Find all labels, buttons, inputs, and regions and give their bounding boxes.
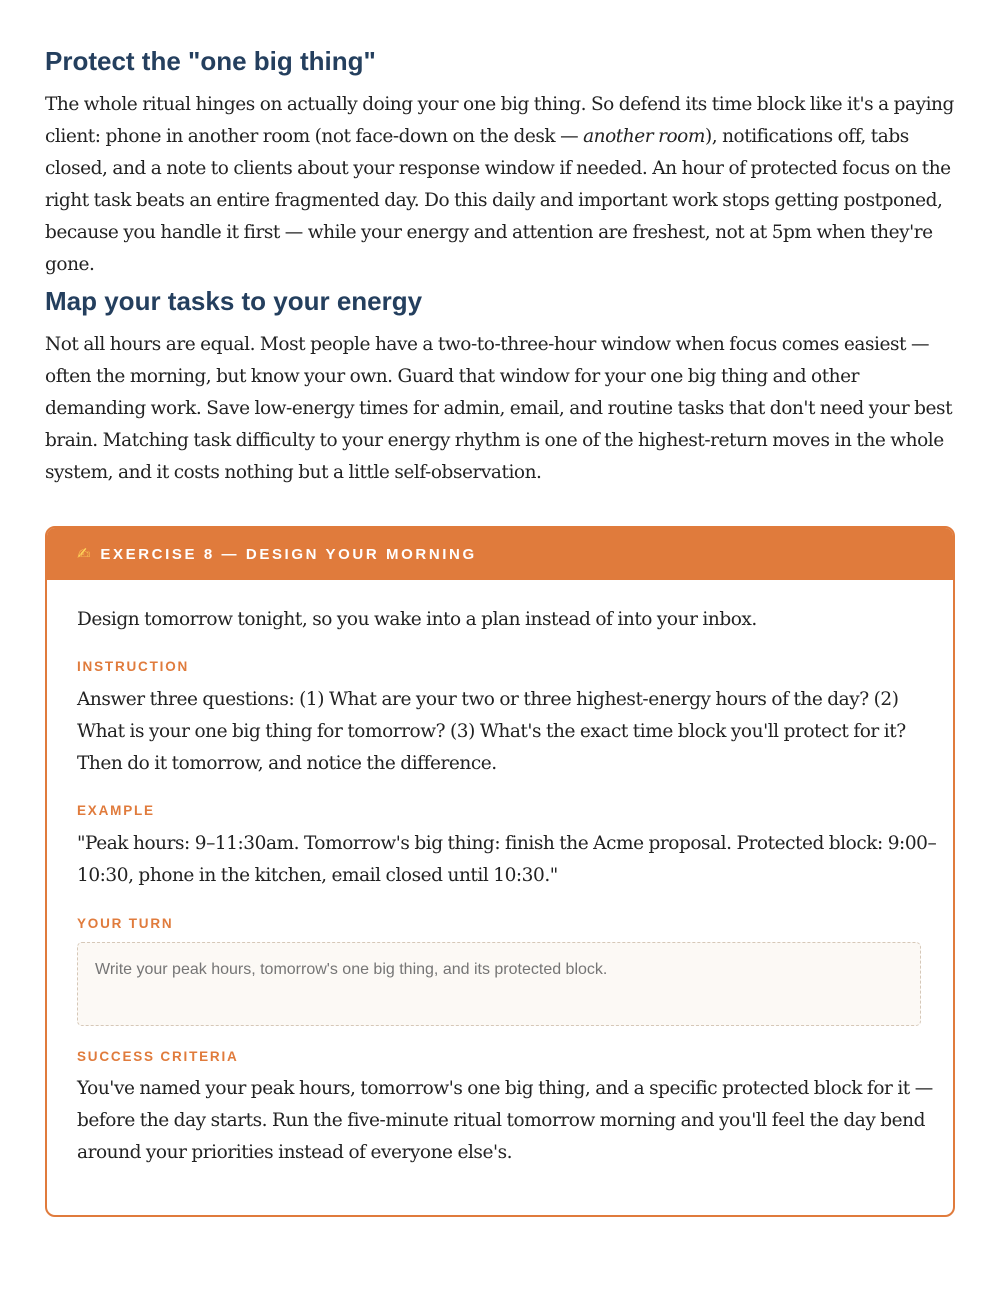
section-heading-protect: Protect the "one big thing": [45, 46, 376, 76]
section-heading-energy: Map your tasks to your energy: [45, 286, 423, 316]
exercise-intro: Design tomorrow tonight, so you wake into a plan instead of into your inbox.: [77, 609, 757, 630]
your-turn-label: YOUR TURN: [77, 916, 174, 931]
section-body-protect: [45, 89, 960, 281]
body-text-part: The whole ritual hinges on actually doing your one big thing. So defend its time block like it's a paying client: phone in another room (not face-down on the desk —: [45, 94, 954, 147]
success-criteria-label: SUCCESS CRITERIA: [77, 1049, 239, 1064]
your-turn-input[interactable]: [77, 942, 921, 1026]
exercise-header: [47, 528, 953, 580]
writing-hand-icon: ✍: [77, 544, 91, 563]
body-text-part: ), notifications off, tabs closed, and a note to clients about your response window if needed. An hour of protected focus on the right task beats an entire fragmented day. Do this daily and important work stops getting postponed, because you handle it first — while your energy and attention are freshest, not at 5pm when they're gone.: [45, 126, 951, 275]
emphasis-text: another room: [583, 126, 705, 147]
exercise-title: EXERCISE 8 — DESIGN YOUR MORNING: [100, 545, 477, 563]
example-text: "Peak hours: 9–11:30am. Tomorrow's big thing: finish the Acme proposal. Protected block: 9:00–10:30, phone in the kitchen, email closed until 10:30.": [77, 833, 937, 886]
instruction-text: Answer three questions: (1) What are your two or three highest-energy hours of the day? (2) What is your one big thing for tomorrow? (3) What's the exact time block you'll protect for it? Then do it tomorrow, and notice the difference.: [77, 689, 906, 774]
exercise-card: [45, 526, 955, 1217]
instruction-label: INSTRUCTION: [77, 659, 190, 674]
example-label: EXAMPLE: [77, 803, 155, 818]
section-body-energy: Not all hours are equal. Most people have a two-to-three-hour window when focus comes easiest — often the morning, but know your own. Guard that window for your one big thing and other demanding work. Save low-energy times for admin, email, and routine tasks that don't need your best brain. Matching task difficulty to your energy rhythm is one of the highest-return moves in the whole system, and it costs nothing but a little self-observation.: [45, 334, 953, 483]
success-criteria-text: You've named your peak hours, tomorrow's one big thing, and a specific protected block for it — before the day starts. Run the five-minute ritual tomorrow morning and you'll feel the day bend around your priorities instead of everyone else's.: [77, 1078, 933, 1163]
